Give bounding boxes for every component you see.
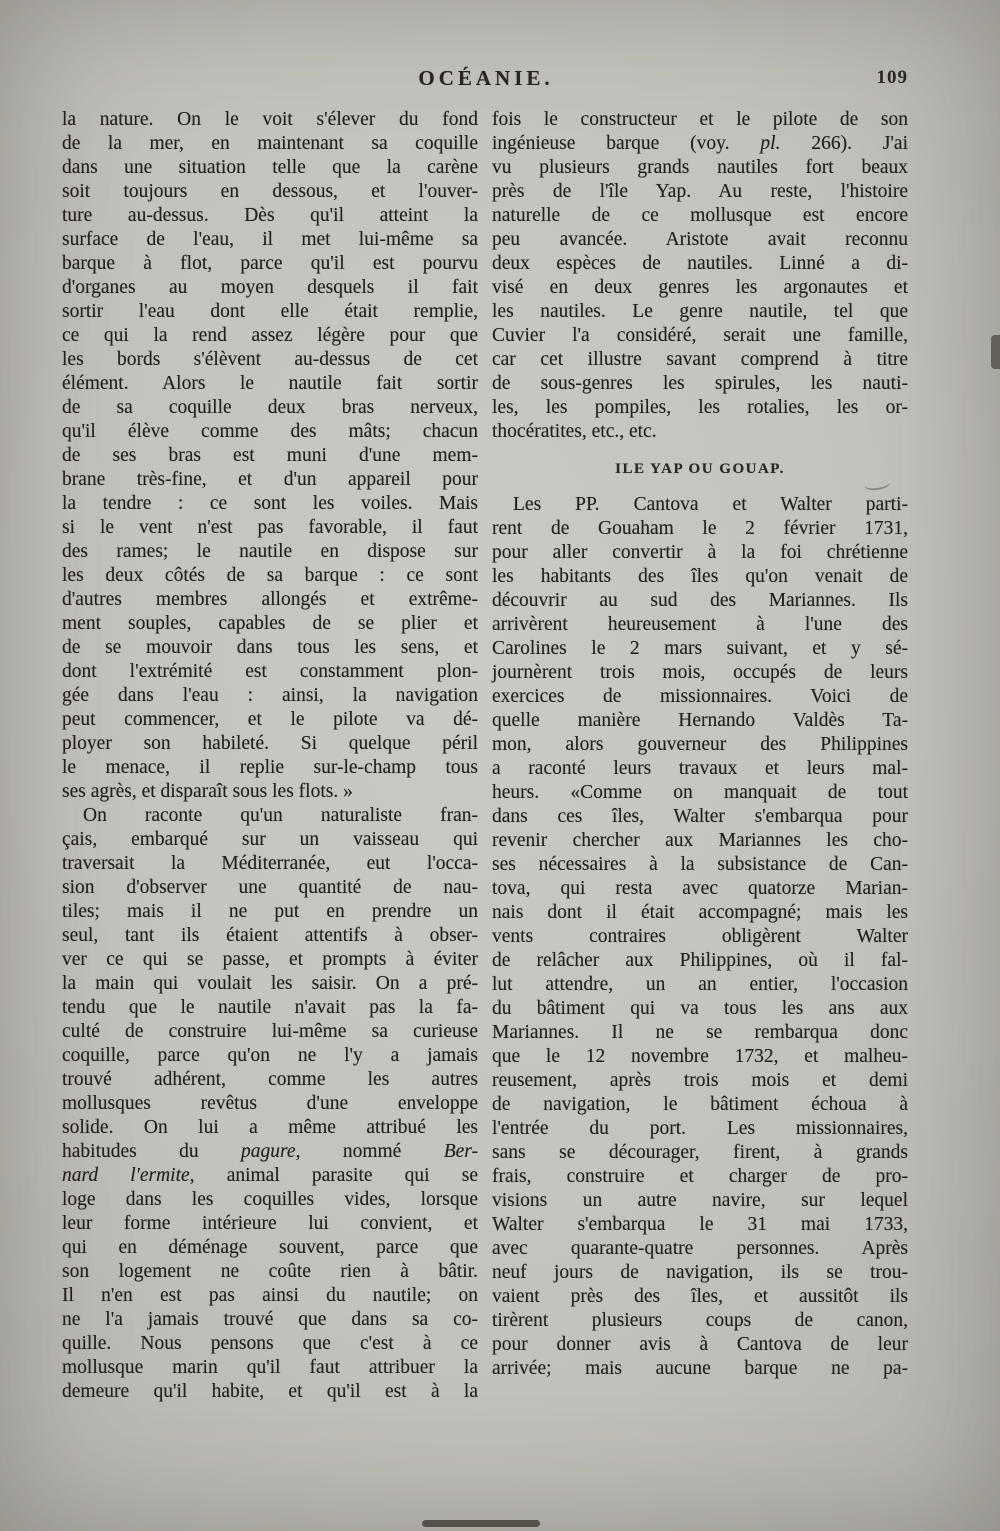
text-line: quille. Nous pensons que c'est à ce	[62, 1333, 478, 1354]
text-line: mon, alors gouverneur des Philippines	[492, 734, 908, 755]
text-line: Walter s'embarqua le 31 mai 1733,	[492, 1214, 908, 1235]
text-line: dans une situation telle que la carène	[62, 157, 478, 178]
section-heading: ILE YAP OU GOUAP.	[615, 461, 785, 477]
text-line: ment souples, capables de se plier et	[62, 613, 478, 634]
text-line: fois le constructeur et le pilote de son	[492, 109, 908, 130]
text-line: demeure qu'il habite, et qu'il est à la	[62, 1381, 478, 1402]
text-line: d'autres membres allongés et extrême-	[62, 589, 478, 610]
text-line: peut commencer, et le pilote va dé-	[62, 709, 478, 730]
text-line: pour donner avis à Cantova de leur	[492, 1334, 908, 1355]
text-line: seul, tant ils étaient attentifs à obser-	[62, 925, 478, 946]
text-line: les nautiles. Le genre nautile, tel que	[492, 301, 908, 322]
text-line: mollusques revêtus d'une enveloppe	[62, 1093, 478, 1114]
text-line: ver ce qui se passe, et prompts à éviter	[62, 949, 478, 970]
text-line: dans ces îles, Walter s'embarqua pour	[492, 806, 908, 827]
text-line: les, les pompiles, les rotalies, les or-	[492, 397, 908, 418]
text-line: quelle manière Hernando Valdès Ta-	[492, 710, 908, 731]
text-line: Il n'en est pas ainsi du nautile; on	[62, 1285, 478, 1306]
text-line: heurs. «Comme on manquait de tout	[492, 782, 908, 803]
paragraph	[62, 804, 478, 1404]
text-line: nard l'ermite, animal parasite qui se	[62, 1165, 478, 1186]
text-line: naturelle de ce mollusque est encore	[492, 205, 908, 226]
text-line: lut attendre, un an entier, l'occasion	[492, 974, 908, 995]
text-line: les habitants des îles qu'on venait de	[492, 566, 908, 587]
text-line: de sa coquille deux bras nerveux,	[62, 397, 478, 418]
text-line: la main qui voulait les saisir. On a pré-	[62, 973, 478, 994]
text-line: les deux côtés de sa barque : ce sont	[62, 565, 478, 586]
text-line: vents contraires obligèrent Walter	[492, 926, 908, 947]
text-line: visé en deux genres les argonautes et	[492, 277, 908, 298]
text-line: deux espèces de nautiles. Linné a di-	[492, 253, 908, 274]
text-line: que le 12 novembre 1732, et malheu-	[492, 1046, 908, 1067]
text-line: si le vent n'est pas favorable, il faut	[62, 517, 478, 538]
text-line: Mariannes. Il ne se rembarqua donc	[492, 1022, 908, 1043]
text-line: culté de construire lui-même sa curieuse	[62, 1021, 478, 1042]
text-line: arrivèrent heureusement à l'une des	[492, 614, 908, 635]
text-line: neuf jours de navigation, ils se trou-	[492, 1262, 908, 1283]
text-line: mollusque marin qu'il faut attribuer la	[62, 1357, 478, 1378]
text-line: ture au-dessus. Dès qu'il atteint la	[62, 205, 478, 226]
text-line: tirèrent plusieurs coups de canon,	[492, 1310, 908, 1331]
text-line: ne l'a jamais trouvé que dans sa co-	[62, 1309, 478, 1330]
text-line: ingénieuse barque (voy. pl. 266). J'ai	[492, 133, 909, 154]
text-line: près de l'île Yap. Au reste, l'histoire	[492, 181, 908, 202]
text-line: arrivée; mais aucune barque ne pa-	[492, 1358, 908, 1379]
text-line: loge dans les coquilles vides, lorsque	[62, 1189, 478, 1210]
text-line: des rames; le nautile en dispose sur	[62, 541, 478, 562]
text-line: de navigation, le bâtiment échoua à	[492, 1094, 908, 1115]
text-line: leur forme intérieure lui convient, et	[62, 1213, 478, 1234]
text-line: le menace, il replie sur-le-champ tous	[62, 757, 478, 778]
text-line: coquille, parce qu'on ne l'y a jamais	[62, 1045, 478, 1066]
page-header-title: OCÉANIE.	[418, 66, 554, 90]
text-line: son logement ne coûte rien à bâtir.	[62, 1261, 478, 1282]
text-line: a raconté leurs travaux et leurs mal-	[492, 758, 908, 779]
text-line: brane très-fine, et d'un appareil pour	[62, 469, 478, 490]
text-line: journèrent trois mois, occupés de leurs	[492, 662, 908, 683]
text-line: thocératites, etc., etc.	[492, 421, 657, 442]
text-line: ses agrès, et disparaît sous les flots. »	[62, 781, 353, 802]
text-line: car cet illustre savant comprend à titre	[492, 349, 908, 370]
text-line: solide. On lui a même attribué les	[62, 1117, 478, 1138]
text-line: élément. Alors le nautile fait sortir	[62, 373, 478, 394]
text-line: revenir chercher aux Mariannes les cho-	[492, 830, 908, 851]
text-line: de sous-genres les spirules, les nauti-	[492, 373, 908, 394]
text-line: gée dans l'eau : ainsi, la navigation	[62, 685, 478, 706]
text-line: frais, construire et charger de pro-	[492, 1166, 908, 1187]
text-line: nais dont il était accompagné; mais les	[492, 902, 908, 923]
text-line: peu avancée. Aristote avait reconnu	[492, 229, 908, 250]
text-columns	[62, 108, 908, 1404]
text-line: Cuvier l'a considéré, serait une famille,	[492, 325, 908, 346]
text-line: de ses bras est muni d'une mem-	[62, 445, 478, 466]
text-line: vu plusieurs grands nautiles fort beaux	[492, 157, 908, 178]
text-line: l'entrée du port. Les missionnaires,	[492, 1118, 908, 1139]
column-right	[492, 108, 908, 1404]
text-line: dont l'extrémité est constamment plon-	[62, 661, 478, 682]
text-line: d'organes au moyen desquels il fait	[62, 277, 478, 298]
text-line: tendu que le nautile n'avait pas la fa-	[62, 997, 478, 1018]
text-line: de se mouvoir dans tous les sens, et	[62, 637, 478, 658]
scan-artifact-bottom-smudge	[422, 1520, 540, 1527]
running-header	[64, 66, 908, 94]
page-number: 109	[876, 67, 908, 88]
paragraph	[492, 108, 908, 444]
text-line: du bâtiment qui va tous les ans aux	[492, 998, 908, 1019]
scan-artifact-right-edge	[991, 335, 1000, 369]
text-line: pour aller convertir à la foi chrétienne	[492, 542, 908, 563]
text-line: habitudes du pagure, nommé Ber-	[62, 1141, 478, 1162]
text-line: découvrir au sud des Mariannes. Ils	[492, 590, 908, 611]
text-line: çais, embarqué sur un vaisseau qui	[62, 829, 478, 850]
text-line: Les PP. Cantova et Walter parti-	[513, 494, 908, 515]
text-line: soit toujours en dessous, et l'ouver-	[62, 181, 478, 202]
paragraph	[62, 108, 478, 804]
text-line: rent de Gouaham le 2 février 1731,	[492, 518, 908, 539]
text-line: les bords s'élèvent au-dessus de cet	[62, 349, 478, 370]
text-line: tiles; mais il ne put en prendre un	[62, 901, 478, 922]
text-line: vaient près des îles, et aussitôt ils	[492, 1286, 908, 1307]
text-line: sortir l'eau dont elle était remplie,	[62, 301, 478, 322]
text-line: exercices de missionnaires. Voici de	[492, 686, 908, 707]
text-line: la tendre : ce sont les voiles. Mais	[62, 493, 478, 514]
text-line: traversait la Méditerranée, eut l'occa-	[62, 853, 478, 874]
text-line: barque à flot, parce qu'il est pourvu	[62, 253, 478, 274]
text-line: sion d'observer une quantité de nau-	[62, 877, 478, 898]
text-line: tova, qui resta avec quatorze Marian-	[492, 878, 908, 899]
text-line: On raconte qu'un naturaliste fran-	[83, 805, 478, 826]
text-line: de la mer, en maintenant sa coquille	[62, 133, 478, 154]
text-line: ses nécessaires à la subsistance de Can-	[492, 854, 908, 875]
text-line: sans se décourager, firent, à grands	[492, 1142, 908, 1163]
text-line: surface de l'eau, il met lui-même sa	[62, 229, 478, 250]
text-line: Carolines le 2 mars suivant, et y sé-	[492, 638, 908, 659]
text-line: ce qui la rend assez légère pour que	[62, 325, 478, 346]
text-line: de relâcher aux Philippines, où il fal-	[492, 950, 908, 971]
text-line: ployer son habileté. Si quelque péril	[62, 733, 478, 754]
text-line: avec quarante-quatre personnes. Après	[492, 1238, 908, 1259]
text-line: reusement, après trois mois et demi	[492, 1070, 908, 1091]
paragraph	[492, 493, 908, 1381]
column-left	[62, 108, 478, 1404]
text-line: trouvé adhérent, comme les autres	[62, 1069, 478, 1090]
text-line: la nature. On le voit s'élever du fond	[62, 109, 478, 130]
text-line: qu'il élève comme des mâts; chacun	[62, 421, 478, 442]
text-line: visions un autre navire, sur lequel	[492, 1190, 908, 1211]
text-line: qui en déménage souvent, parce que	[62, 1237, 478, 1258]
